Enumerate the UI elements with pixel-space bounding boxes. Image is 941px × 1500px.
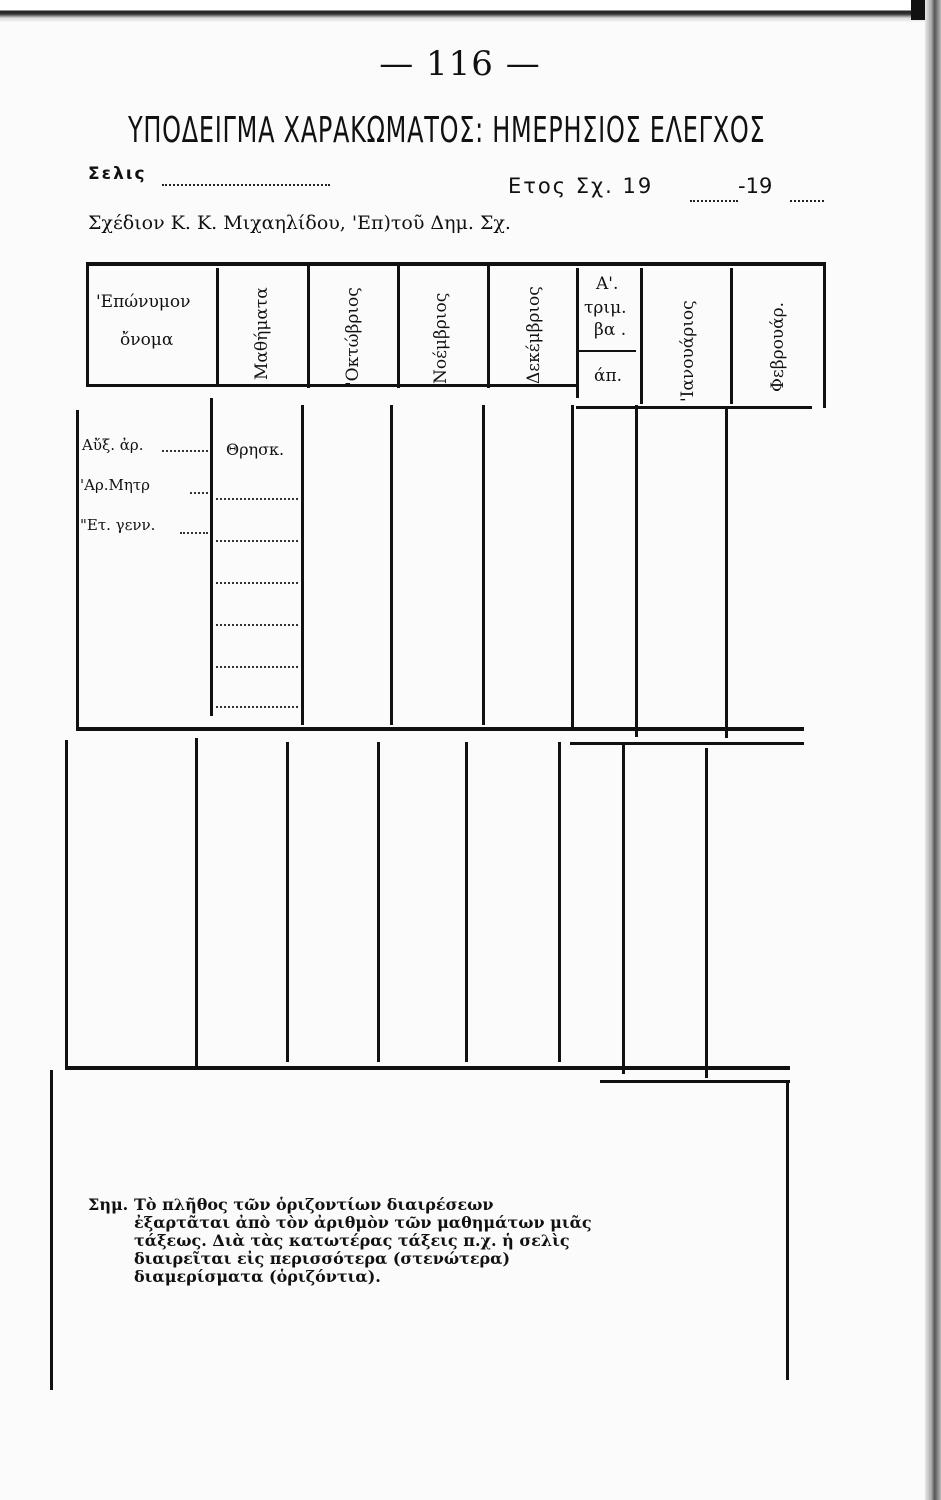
trimester-header-ap: άπ. <box>594 366 623 386</box>
subject-row-7[interactable] <box>216 704 298 708</box>
lower-col-sep-6 <box>622 744 625 1074</box>
student-serial-field[interactable] <box>162 448 208 452</box>
student-birthyear-field[interactable] <box>180 530 208 534</box>
section-divider-rule-right <box>570 742 804 745</box>
page-number-field[interactable] <box>162 172 330 186</box>
col-sep-5 <box>576 268 579 398</box>
column-subjects: Μαθήματα <box>252 287 272 380</box>
school-year-label: Ετος Σχ. 19 <box>508 174 654 198</box>
section-divider-rule <box>76 727 804 731</box>
header-bottom-rule <box>86 384 576 387</box>
page-left-margin-rule <box>50 1070 53 1390</box>
col-sep-2 <box>307 264 310 388</box>
col-sep-6 <box>640 268 643 404</box>
trimester-header-a: Α'. <box>596 274 619 294</box>
lower-col-sep-3 <box>377 742 380 1062</box>
plan-credit: Σχέδιον Κ. Κ. Μιχαηλίδου, 'Επ)τοῦ Δημ. Σχ. <box>88 212 511 234</box>
year-dash: -19 <box>738 174 773 198</box>
body-col-sep-4 <box>482 405 485 725</box>
body-col-sep-1 <box>210 398 213 716</box>
col-sep-4 <box>487 264 490 388</box>
table-bottom-rule <box>66 1066 790 1070</box>
year-end-field[interactable] <box>790 188 824 202</box>
name-header-surname: 'Επώνυμον <box>96 292 191 312</box>
footnote-text: Τὸ πλῆθος τῶν ὁριζοντίων διαιρέσεων ἐξαρτᾶται ἀπὸ τὸν ἀριθμὸν τῶν μαθημάτων μιᾶς τάξεως. Διὰ τὰς κατωτέρας τάξεις π.χ. ἡ σελὶς διαιρεῖται εἰς περισσότερα (στενώτερα) διαμερίσματα (ὁριζόντια). <box>134 1195 592 1286</box>
student-serial-label: Αὔξ. ἀρ. <box>82 436 144 454</box>
body-col-sep-6 <box>635 405 638 737</box>
column-january: 'Ιανουάριος <box>678 300 698 402</box>
body-col-sep-2 <box>301 405 304 725</box>
table-left-border-bottom <box>65 740 68 1070</box>
column-february: Φεβρουάρ. <box>768 301 788 392</box>
trimester-header-trim: τριμ. <box>584 298 627 318</box>
page-top-edge <box>0 0 941 22</box>
col-sep-1 <box>216 268 219 386</box>
body-col-sep-5 <box>571 405 574 727</box>
lower-col-sep-5 <box>558 742 561 1062</box>
header-bottom-rule-right <box>576 406 812 409</box>
page-right-margin-rule <box>786 1080 789 1380</box>
page-binding-edge <box>925 0 941 1500</box>
table-right-border <box>823 262 826 408</box>
student-register-field[interactable] <box>190 490 208 494</box>
table-left-border <box>86 262 89 386</box>
subject-row-5[interactable] <box>216 622 298 626</box>
body-col-sep-7 <box>725 408 728 738</box>
col-sep-3 <box>397 264 400 388</box>
name-header-firstname: ὄνομα <box>120 330 174 350</box>
trimester-split-rule <box>578 350 636 352</box>
subject-row-2[interactable] <box>216 496 298 500</box>
col-sep-7 <box>730 268 733 404</box>
lower-col-sep-7 <box>705 748 708 1078</box>
lower-col-sep-1 <box>195 738 198 1066</box>
table-top-rule <box>88 262 826 266</box>
year-start-field[interactable] <box>690 188 738 202</box>
footnote-label: Σημ. <box>88 1195 129 1214</box>
form-title: ΥΠΟΔΕΙΓΜΑ ΧΑΡΑΚΩΜΑΤΟΣ: ΗΜΕΡΗΣΙΟΣ ΕΛΕΓΧΟΣ <box>128 110 766 151</box>
page-number: — 116 — <box>379 44 541 84</box>
table-left-border-lower <box>76 410 79 730</box>
subject-row-4[interactable] <box>216 580 298 584</box>
subject-row-3[interactable] <box>216 538 298 542</box>
column-october: 'Οκτώβριος <box>343 287 363 386</box>
lower-col-sep-2 <box>286 742 289 1062</box>
lower-col-sep-4 <box>465 742 468 1062</box>
trimester-header-va: βα . <box>594 320 627 340</box>
table-bottom-rule-right <box>600 1080 790 1083</box>
student-birthyear-label: "Ετ. γενν. <box>80 516 156 534</box>
page-label: Σελις <box>88 164 147 184</box>
student-register-label: 'Αρ.Μητρ <box>80 476 151 494</box>
column-december: Δεκέμβριος <box>524 286 544 384</box>
subject-row-6[interactable] <box>216 664 298 668</box>
subject-religion-label: Θρησκ. <box>226 440 285 459</box>
body-col-sep-3 <box>390 405 393 725</box>
column-november: Νοέμβριος <box>431 292 451 384</box>
